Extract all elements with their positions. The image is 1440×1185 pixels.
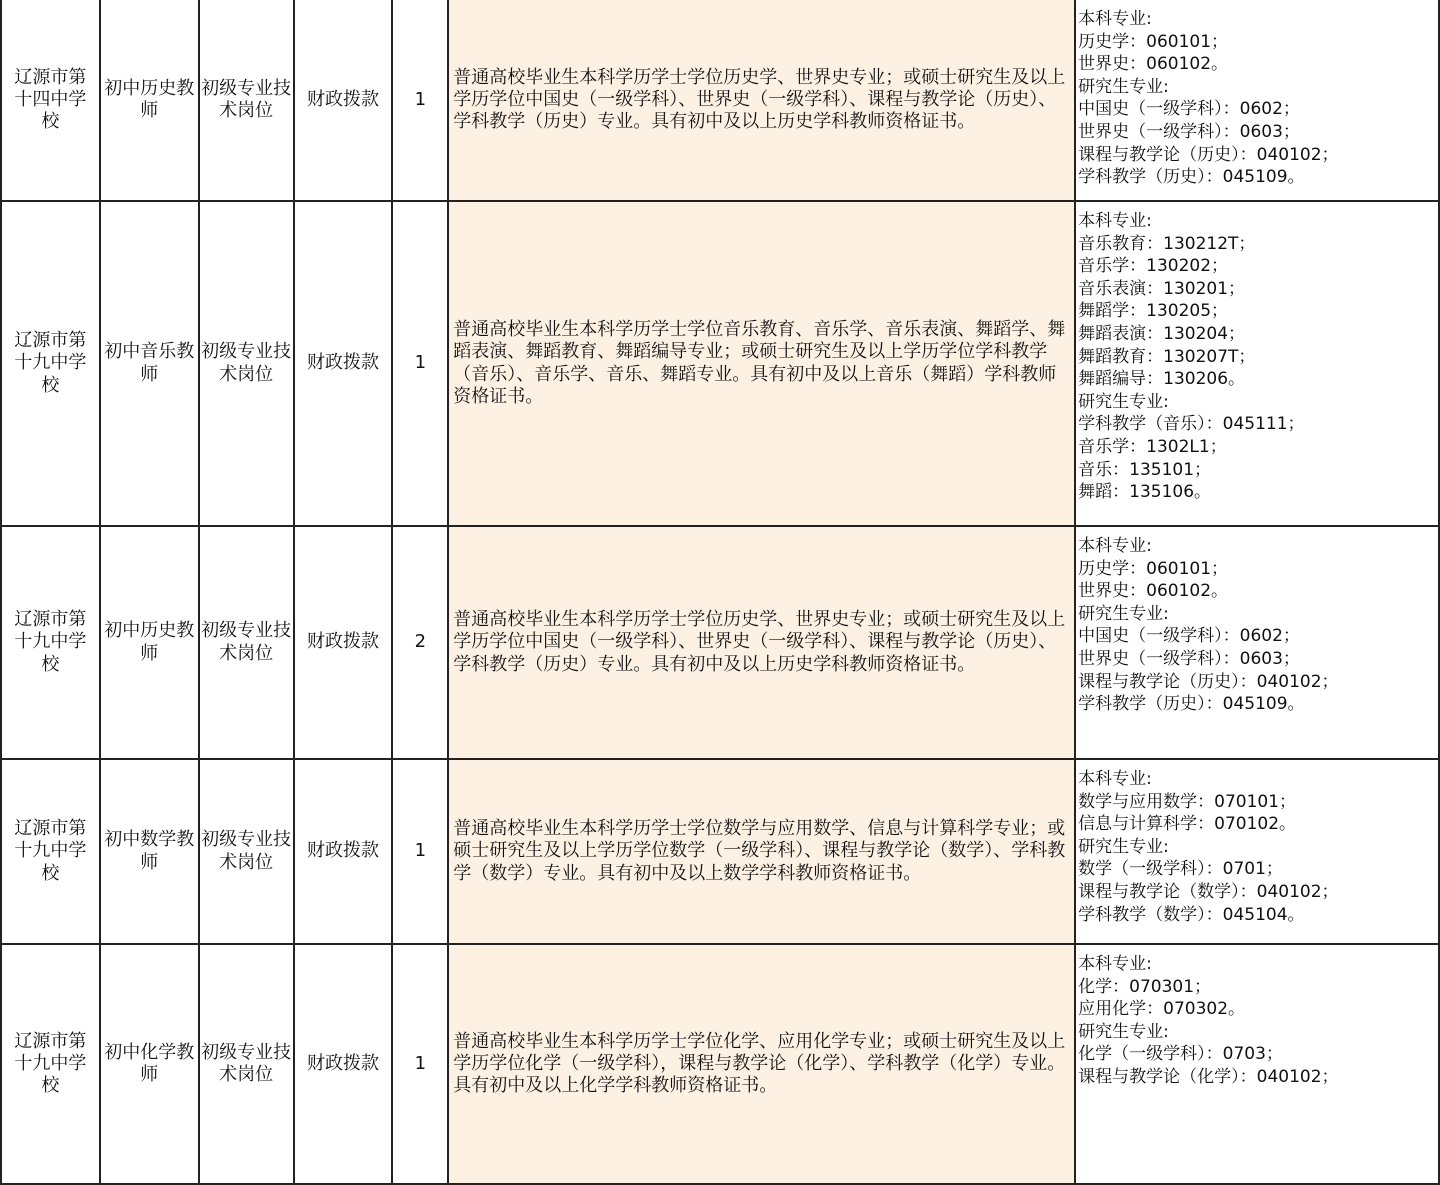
major-line: 化学（一级学科）：0703； [1078, 1044, 1283, 1065]
position-cell: 初中化学教师 [100, 944, 199, 1184]
funding-cell: 财政拨款 [294, 526, 393, 759]
major-line: 研究生专业: [1078, 603, 1169, 624]
requirement-cell: 普通高校毕业生本科学历学士学位化学、应用化学专业；或硕士研究生及以上学历学位化学（一级学科），课程与教学论（化学）、学科教学（化学）专业。具有初中及以上化学学科教师资格证书。 [448, 944, 1075, 1184]
table-row [1, 944, 1439, 1184]
table-row [1, 526, 1439, 759]
count-cell: 1 [392, 944, 448, 1184]
major-line: 舞蹈：135106。 [1078, 482, 1212, 503]
major-line: 研究生专业: [1078, 836, 1169, 857]
requirement-cell: 普通高校毕业生本科学历学士学位历史学、世界史专业；或硕士研究生及以上学历学位中国史（一级学科）、世界史（一级学科）、课程与教学论（历史）、学科教学（历史）专业。具有初中及以上历史学科教师资格证书。 [448, 526, 1075, 759]
school-cell: 辽源市第十九中学校 [1, 944, 100, 1184]
major-line: 中国史（一级学科）：0602； [1078, 99, 1300, 120]
major-line: 研究生专业: [1078, 391, 1169, 412]
major-line: 世界史：060102。 [1078, 54, 1229, 75]
position-cell: 初中音乐教师 [100, 201, 199, 526]
level-cell: 初级专业技术岗位 [199, 201, 294, 526]
major-line: 研究生专业: [1078, 76, 1169, 97]
major-line: 本科专业: [1078, 9, 1152, 29]
count-cell: 2 [392, 526, 448, 759]
count-cell: 1 [392, 759, 448, 944]
funding-cell: 财政拨款 [294, 201, 393, 526]
level-cell: 初级专业技术岗位 [199, 526, 294, 759]
funding-cell: 财政拨款 [294, 759, 393, 944]
major-line: 音乐学：130202； [1078, 256, 1229, 277]
major-line: 本科专业: [1078, 954, 1152, 974]
major-line: 舞蹈表演：130204； [1078, 323, 1246, 344]
major-line: 数学（一级学科）：0701； [1078, 859, 1283, 880]
funding-cell: 财政拨款 [294, 944, 393, 1184]
position-cell: 初中数学教师 [100, 759, 199, 944]
major-line: 音乐学：1302L1； [1078, 436, 1227, 457]
level-cell: 初级专业技术岗位 [199, 759, 294, 944]
major-line: 历史学：060101； [1078, 558, 1229, 579]
table-row [1, 201, 1439, 526]
requirement-cell: 普通高校毕业生本科学历学士学位历史学、世界史专业；或硕士研究生及以上学历学位中国史（一级学科）、世界史（一级学科）、课程与教学论（历史）、学科教学（历史）专业。具有初中及以上历史学科教师资格证书。 [448, 0, 1075, 201]
school-cell: 辽源市第十四中学校 [1, 0, 100, 201]
major-line: 世界史：060102。 [1078, 581, 1229, 602]
major-line: 课程与教学论（化学）：040102； [1078, 1066, 1339, 1087]
major-line: 应用化学：070302。 [1078, 999, 1246, 1020]
major-line: 舞蹈学：130205； [1078, 301, 1229, 322]
major-line: 本科专业: [1078, 536, 1152, 556]
major-line: 世界史（一级学科）：0603； [1078, 648, 1300, 669]
major-line: 学科教学（数学）：045104。 [1078, 904, 1305, 925]
major-cell [1075, 201, 1439, 526]
major-line: 研究生专业: [1078, 1021, 1169, 1042]
major-line: 本科专业: [1078, 211, 1152, 231]
count-cell: 1 [392, 201, 448, 526]
level-cell: 初级专业技术岗位 [199, 944, 294, 1184]
school-cell: 辽源市第十九中学校 [1, 759, 100, 944]
school-cell: 辽源市第十九中学校 [1, 526, 100, 759]
major-cell [1075, 526, 1439, 759]
major-cell [1075, 759, 1439, 944]
major-line: 音乐表演：130201； [1078, 278, 1246, 299]
major-line: 本科专业: [1078, 769, 1152, 789]
major-cell [1075, 944, 1439, 1184]
major-line: 学科教学（音乐）：045111； [1078, 414, 1305, 435]
major-line: 世界史（一级学科）：0603； [1078, 121, 1300, 142]
position-cell: 初中历史教师 [100, 526, 199, 759]
funding-cell: 财政拨款 [294, 0, 393, 201]
major-line: 音乐教育：130212T； [1078, 233, 1256, 254]
requirement-cell: 普通高校毕业生本科学历学士学位音乐教育、音乐学、音乐表演、舞蹈学、舞蹈表演、舞蹈教育、舞蹈编导专业；或硕士研究生及以上学历学位学科教学（音乐）、音乐学、音乐、舞蹈专业。具有初中及以上音乐（舞蹈）学科教师资格证书。 [448, 201, 1075, 526]
major-line: 学科教学（历史）：045109。 [1078, 694, 1305, 715]
position-cell: 初中历史教师 [100, 0, 199, 201]
table-row [1, 0, 1439, 201]
count-cell: 1 [392, 0, 448, 201]
major-line: 化学：070301； [1078, 976, 1212, 997]
major-line: 中国史（一级学科）：0602； [1078, 626, 1300, 647]
major-line: 课程与教学论（数学）：040102； [1078, 881, 1339, 902]
major-line: 音乐：135101； [1078, 459, 1212, 480]
major-line: 课程与教学论（历史）：040102； [1078, 671, 1339, 692]
table-row [1, 759, 1439, 944]
school-cell: 辽源市第十九中学校 [1, 201, 100, 526]
major-line: 课程与教学论（历史）：040102； [1078, 144, 1339, 165]
major-line: 学科教学（历史）：045109。 [1078, 167, 1305, 188]
major-line: 信息与计算科学：070102。 [1078, 814, 1297, 835]
major-line: 舞蹈编导：130206。 [1078, 369, 1246, 390]
major-line: 历史学：060101； [1078, 31, 1229, 52]
level-cell: 初级专业技术岗位 [199, 0, 294, 201]
major-cell [1075, 0, 1439, 201]
major-line: 数学与应用数学：070101； [1078, 791, 1297, 812]
major-line: 舞蹈教育：130207T； [1078, 346, 1256, 367]
requirement-cell: 普通高校毕业生本科学历学士学位数学与应用数学、信息与计算科学专业；或硕士研究生及以上学历学位数学（一级学科）、课程与教学论（数学）、学科教学（数学）专业。具有初中及以上数学学科教师资格证书。 [448, 759, 1075, 944]
